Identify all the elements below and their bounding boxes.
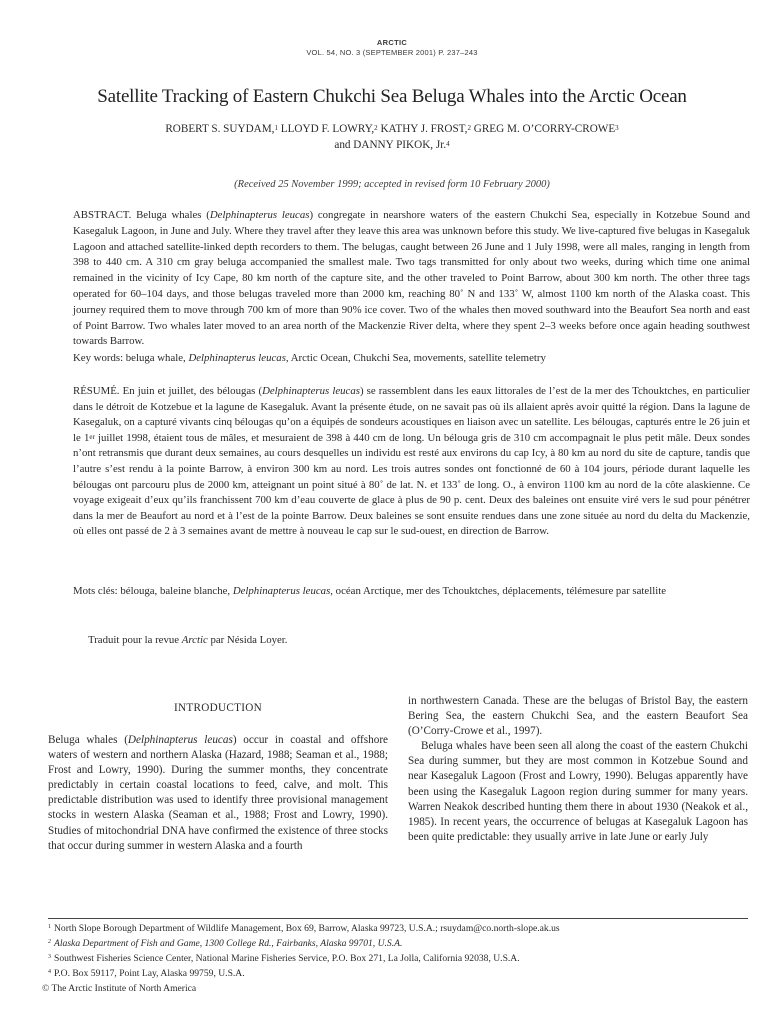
footnote-marker: 3 xyxy=(48,954,51,960)
author: ROBERT S. SUYDAM, xyxy=(165,123,275,135)
footnote-3 xyxy=(48,951,758,966)
journal-italic: Arctic xyxy=(181,634,208,646)
volume-line: VOL. 54, NO. 3 (SEPTEMBER 2001) P. 237–243 xyxy=(306,48,478,57)
introduction-column-left xyxy=(48,733,388,854)
translation-credit xyxy=(88,634,288,646)
species-name: Delphinapterus leucas xyxy=(127,734,233,746)
motscles-text: , océan Arctique, mer des Tchouktches, déplacements, télémesure par satellite xyxy=(330,585,666,597)
affiliation-marker: 4 xyxy=(446,140,450,148)
traduit-text: par Nésida Loyer. xyxy=(207,634,288,646)
abstract-label: ABSTRACT. xyxy=(73,209,132,221)
intro-text: ) occur in coastal and offshore waters of western and northern Alaska (Hazard, 1988; Seaman et al., 1988; Frost and Lowry, 1990). During the summer months, they concentrate predictably in certain coastal locations to feed, calve, and molt. This predictable distribution was used to identify three provisional management stocks in western Alaska (Seaman et al., 1988; Frost and Lowry, 1990). Studies of mitochondrial DNA have confirmed the existence of three stocks that occur during summer in western Alaska and a fourth xyxy=(48,734,389,852)
intro-paragraph-2: Beluga whales have been seen all along the coast of the eastern Chukchi Sea during summer, but they are most common in Kotzebue Sound and near Kasegaluk Lagoon (Frost and Lowry, 1990). Belugas apparently have been using the Kasegaluk Lagoon region during summer for many years. Warren Neakok described hunting them there in about 1930 (Neakok et al., 1985). In recent years, the occurrence of belugas at Kasegaluk Lagoon has been quite predictable: they usually arrive in late June or early July xyxy=(408,740,748,843)
author: LLOYD F. LOWRY, xyxy=(280,123,375,135)
footnote-marker: 2 xyxy=(48,939,51,945)
introduction-heading: INTRODUCTION xyxy=(173,702,263,714)
keywords-text: Key words: beluga whale, xyxy=(73,352,189,364)
footnote-divider xyxy=(48,918,748,919)
footnotes xyxy=(42,921,758,996)
footnote-2 xyxy=(48,936,758,951)
author: KATHY J. FROST, xyxy=(380,123,468,135)
article-title: Satellite Tracking of Eastern Chukchi Sea Beluga Whales into the Arctic Ocean xyxy=(97,86,687,107)
copyright: © The Arctic Institute of North America xyxy=(42,983,197,994)
author: GREG M. O’CORRY-CROWE xyxy=(473,123,616,135)
introduction-column-right xyxy=(408,694,748,845)
species-name: Delphinapterus leucas xyxy=(262,385,360,397)
abstract xyxy=(73,208,750,350)
abstract-text: ) congregate in nearshore waters of the eastern Chukchi Sea, especially in Kotzebue Sound and Kasegaluk Lagoon, in June and July. Where they travel after they leave this area was unknown before this study. We live-captured five belugas in Kasegaluk Lagoon and attached satellite-linked depth recorders to them. The belugas, caught between 26 June and 1 July 1998, were all males, ranging in length from 398 to 440 cm. A 310 cm gray beluga accompanied the smallest male. Two tags transmitted for only about two weeks, during which time one animal remained in the vicinity of Icy Cape, 80 km north of the capture site, and the other traveled to Point Barrow, about 300 km north. The other three tags operated for 60–104 days, and those belugas traveled more than 2000 km, reaching 80˚ N and 133˚ W, almost 1100 km north of the Alaska coast. This journey required them to move through 700 km of more than 90% ice cover. Two of the whales then moved southward into the Beaufort Sea north and east of Point Barrow. Two whales later moved to an area north of the Mackenzie River delta, where they spent 2–3 weeks before once again heading southwest towards Barrow. xyxy=(73,209,750,348)
resume-text: En juin et juillet, des bélougas ( xyxy=(119,385,263,397)
intro-paragraph-continued: in northwestern Canada. These are the belugas of Bristol Bay, the eastern Bering Sea, the eastern Chukchi Sea, and the eastern Beaufort Sea (O’Corry-Crowe et al., 1997). xyxy=(408,695,748,738)
species-name: Delphinapterus leucas xyxy=(209,209,310,221)
author-line-1 xyxy=(0,121,784,137)
received-dates: (Received 25 November 1999; accepted in revised form 10 February 2000) xyxy=(234,179,550,190)
keywords xyxy=(73,351,750,367)
keywords-text: , Arctic Ocean, Chukchi Sea, movements, satellite telemetry xyxy=(285,352,546,364)
affiliation-marker: 1 xyxy=(274,124,278,132)
motscles-text: Mots clés: bélouga, baleine blanche, xyxy=(73,585,233,597)
species-name: Delphinapterus leucas xyxy=(188,352,286,364)
species-name: Delphinapterus leucas xyxy=(232,585,331,597)
footnote-1 xyxy=(48,921,758,936)
intro-text: Beluga whales ( xyxy=(48,734,128,746)
author-line-2 xyxy=(0,137,784,153)
journal-name: ARCTIC xyxy=(376,38,408,47)
footnote-text: P.O. Box 59117, Point Lay, Alaska 99759, U.S.A. xyxy=(54,968,245,979)
traduit-text: Traduit pour la revue xyxy=(88,634,182,646)
footnote-text: Alaska Department of Fish and Game, 1300 College Rd., Fairbanks, Alaska 99701, U.S.A. xyxy=(54,938,403,949)
resume-label: RÉSUMÉ. xyxy=(73,385,120,397)
footnote-text: North Slope Borough Department of Wildlife Management, Box 69, Barrow, Alaska 99723, U.S.A.; rsuydam@co.north-slope.ak.us xyxy=(54,923,560,934)
affiliation-marker: 2 xyxy=(374,124,378,132)
resume-text: juillet 1998, étaient tous de mâles, et mesuraient de 398 à 440 cm de long. Un bélouga gris de 310 cm accompagnait le plus petit mâle. Deux sondes n’ont retransmis que durant deux semaines, au cours desquelles un individu est resté aux environs du cap Icy, à 80 km au nord du site de capture, tandis que l’autre s’est rendu à la pointe Barrow, à environ 300 km au nord. Les trois autres sondes ont fonctionné de 60 à 104 jours, période durant laquelle les bélougas ont parcouru plus de 2000 km, atteignant un point situé à 80˚ de lat. N. et 133˚ de long. O., à environ 1100 km au nord de la côte alaskienne. Ce voyage exigeait d’eux qu’ils franchissent 700 km d’eau couverte de glace à plus de 90 p. cent. Deux des baleines ont ensuite viré vers le sud pour pénétrer dans la mer de Beaufort au nord et à l’est de la pointe Barrow. Deux baleines se sont ensuite rendues dans une zone située au nord du delta du Mackenzie, où elles ont passé de 2 à 3 semaines avant de mettre à nouveau le cap sur le sud-ouest, en direction de Barrow. xyxy=(73,431,750,538)
resume-text: ) se rassemblent dans les eaux littorales de l’est de la mer des Tchouktches, en particulier dans le détroit de Kotzebue et la lagune de Kasegaluk. Avant la présente étude, on ne savait pas où ils allaient après avoir quitté la région. Dans la lagune de Kasegaluk, on a capturé vivants cinq bélougas qu’on a équipés de sondeurs acoustiques en liaison avec un satellite. Les bélougas, capturés entre le 26 juin et le 1 xyxy=(73,385,750,444)
ordinal-suffix: er xyxy=(89,432,95,441)
footnote-text: Southwest Fisheries Science Center, National Marine Fisheries Service, P.O. Box 271, La Jolla, California 92038, U.S.A. xyxy=(54,953,520,964)
footnote-4 xyxy=(48,966,758,981)
affiliation-marker: 2 xyxy=(467,124,471,132)
author: and DANNY PIKOK, Jr. xyxy=(334,139,447,151)
affiliation-marker: 3 xyxy=(615,124,619,132)
mots-cles xyxy=(73,584,750,600)
footnote-marker: 1 xyxy=(48,924,51,930)
abstract-text: Beluga whales ( xyxy=(131,209,210,221)
resume xyxy=(73,384,750,540)
footnote-marker: 4 xyxy=(48,969,51,975)
author-list xyxy=(0,121,784,153)
